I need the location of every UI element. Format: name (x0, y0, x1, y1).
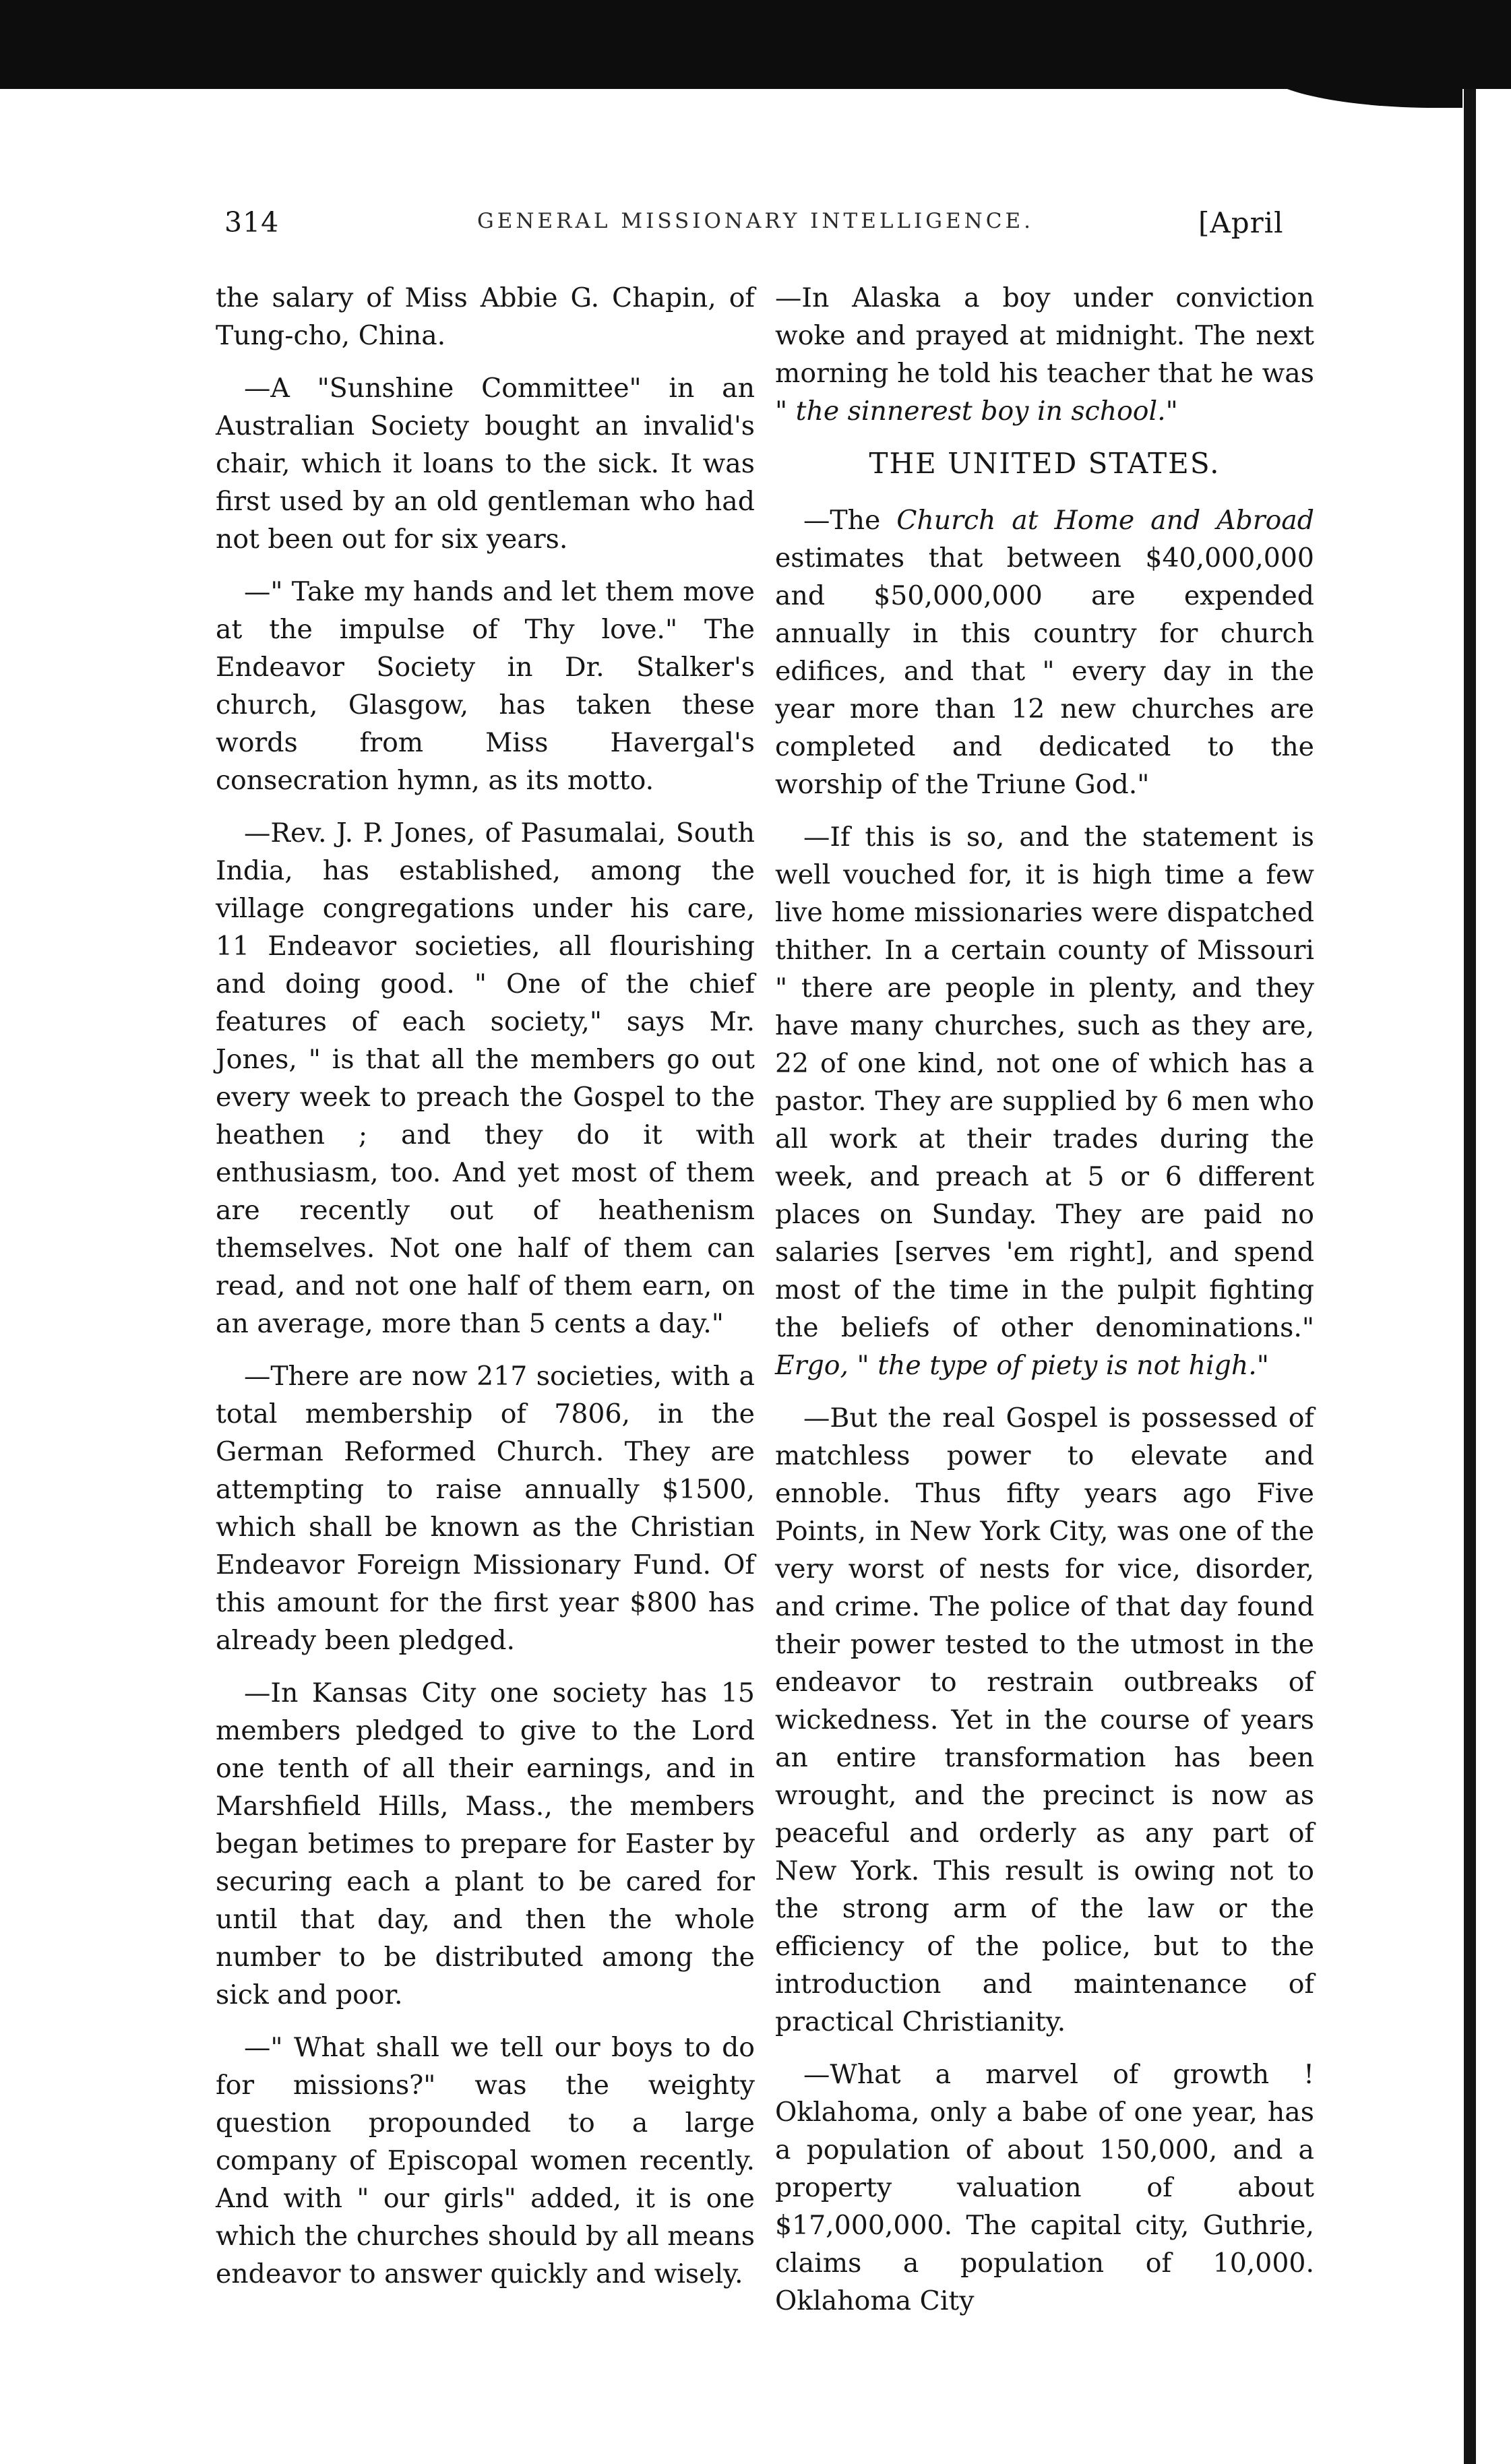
alaska-text: —In Alaska a boy under conviction woke and prayed at midnight. The next morning he told his teacher that he was (775, 282, 1314, 389)
paragraph-alaska (775, 279, 1314, 430)
section-heading: THE UNITED STATES. (869, 447, 1221, 480)
running-title: GENERAL MISSIONARY INTELLIGENCE. (477, 209, 1034, 233)
church-text: estimates that between $40,000,000 and $50,000,000 are expended annually in this country for church edifices, and that " every day in the year more than 12 new churches are completed and dedicated to the worship of the Triune God." (775, 543, 1314, 800)
paragraph-german-reformed: —There are now 217 societies, with a total membership of 7806, in the German Reformed Church. They are attempting to raise annually $1500, which shall be known as the Christian Endeavor Foreign Missionary Fund. Of this amount for the first year $800 has already been pledged. (216, 1361, 755, 1656)
paragraph-sunshine-committee: —A "Sunshine Committee" in an Australian Society bought an invalid's chair, which it loans to the sick. It was first used by an old gentleman who had not been out for six years. (216, 373, 755, 555)
paragraph-kansas-city: —In Kansas City one society has 15 members pledged to give to the Lord one tenth of all their earnings, and in Marshfield Hills, Mass., the members began betimes to prepare for Easter by securing each a plant to be cared for until that day, and then the whole number to be distributed among the sick and poor. (216, 1677, 755, 2010)
scan-right-border (1464, 89, 1476, 2464)
missouri-tail: Ergo, " the type of piety is not high." (775, 1350, 1269, 1381)
issue-month: [April (1198, 206, 1284, 239)
alaska-quote: " the sinnerest boy in school." (775, 396, 1178, 427)
right-column (775, 279, 1314, 2335)
publication-title: Church at Home and Abroad (896, 505, 1314, 536)
paragraph-boys-missions: —" What shall we tell our boys to do for missions?" was the weighty question propounded to a large company of Episcopal women recently. And with " our girls" added, it is one which the churches should by all means endeavor to answer quickly and wisely. (216, 2032, 755, 2289)
left-column (216, 279, 755, 2308)
paragraph-church-edifices (775, 501, 1314, 803)
paragraph-oklahoma: —What a marvel of growth ! Oklahoma, only a babe of one year, has a population of about 150,000, and a property valuation of about $17,000,000. The capital city, Guthrie, claims a population of 10,000. Oklahoma City (775, 2059, 1314, 2316)
page-number: 314 (224, 206, 280, 239)
scan-border-curl (1260, 65, 1462, 108)
paragraph-chapin-salary: the salary of Miss Abbie G. Chapin, of Tung-cho, China. (216, 282, 755, 351)
paragraph-five-points: —But the real Gospel is possessed of matchless power to elevate and ennoble. Thus fifty years ago Five Points, in New York City, was one of the very worst of nests for vice, disorder, and crime. The police of that day found their power tested to the utmost in the endeavor to restrain outbreaks of wickedness. Yet in the course of years an entire transformation has been wrought, and the precinct is now as peaceful and orderly as any part of New York. This result is owing not to the strong arm of the law or the efficiency of the police, but to the introduction and maintenance of practical Christianity. (775, 1403, 1314, 2037)
church-lead: —The (803, 505, 881, 536)
paragraph-jones-pasumalai: —Rev. J. P. Jones, of Pasumalai, South India, has established, among the village congregations under his care, 11 Endeavor societies, all flourishing and doing good. " One of the chief features of each society," says Mr. Jones, " is that all the members go out every week to preach the Gospel to the heathen ; and they do it with enthusiasm, too. And yet most of them are recently out of heathenism themselves. Not one half of them can read, and not one half of them earn, on an average, more than 5 cents a day." (216, 818, 755, 1339)
paragraph-havergal-motto: —" Take my hands and let them move at the impulse of Thy love." The Endeavor Society in Dr. Stalker's church, Glasgow, has taken these words from Miss Havergal's consecration hymn, as its motto. (216, 576, 755, 796)
paragraph-missouri (775, 818, 1314, 1384)
page-header (0, 206, 1511, 247)
missouri-text: —If this is so, and the statement is well vouched for, it is high time a few live home missionaries were dispatched thither. In a certain county of Missouri " there are people in plenty, and they have many churches, such as they are, 22 of one kind, not one of which has a pastor. They are supplied by 6 men who all work at their trades during the week, and preach at 5 or 6 different places on Sunday. They are paid no salaries [serves 'em right], and spend most of the time in the pulpit fighting the beliefs of other denominations." (775, 822, 1314, 1343)
